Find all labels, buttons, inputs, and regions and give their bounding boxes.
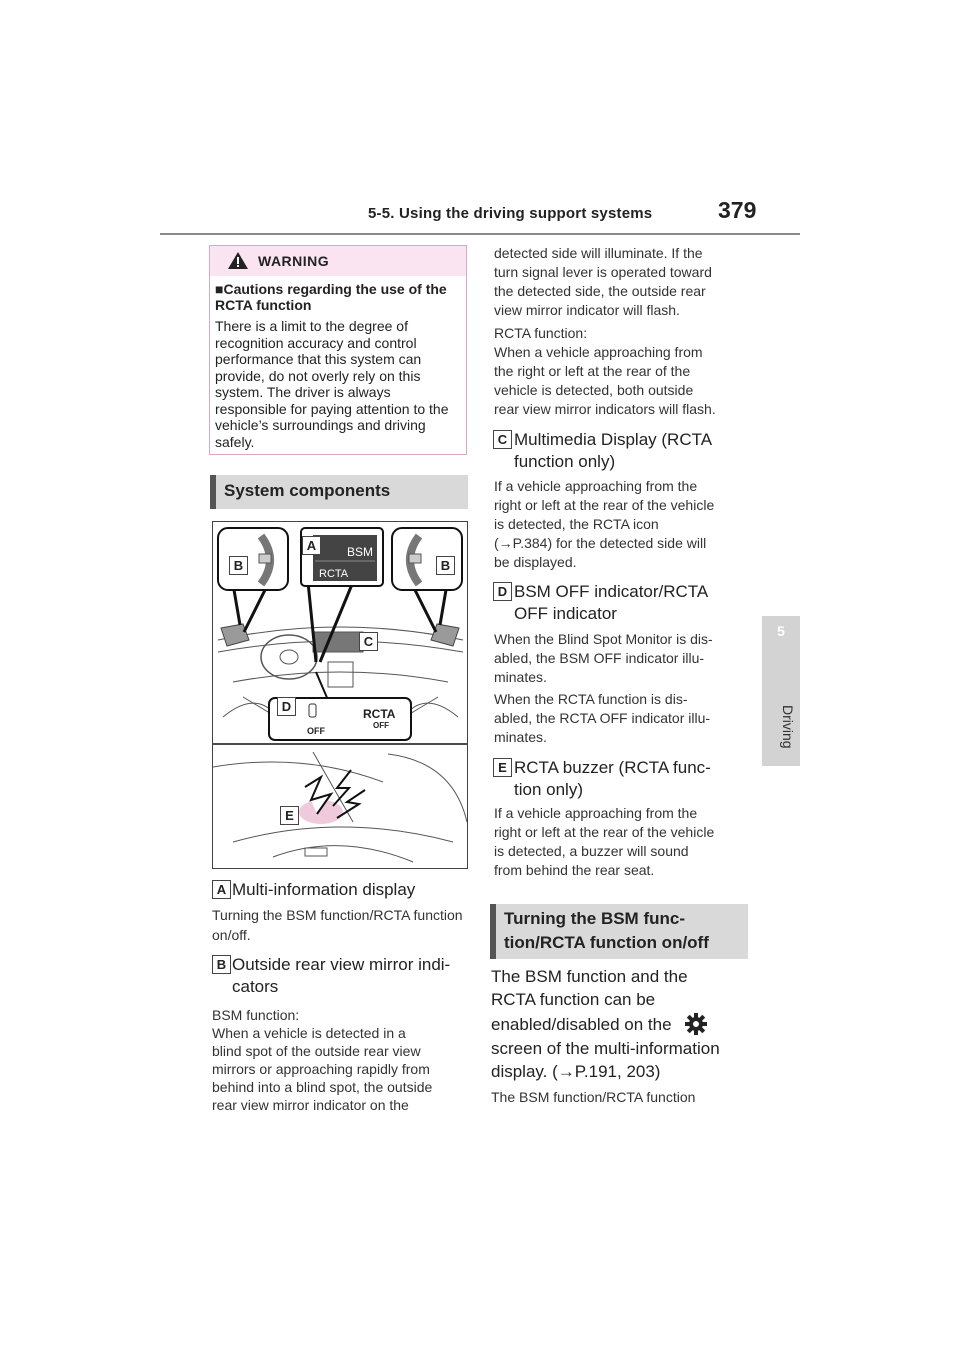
figure-label-e: E bbox=[280, 806, 299, 825]
bsm-display-text: BSM bbox=[347, 545, 374, 559]
turning-paragraph-line1: The BSM function and the bbox=[491, 967, 688, 986]
turning-paragraph-line5: display. (→P.191, 203) bbox=[491, 1062, 661, 1081]
figure-label-b-left: B bbox=[229, 556, 248, 575]
item-body-b-line6: rear view mirror indicator on the bbox=[212, 1097, 409, 1113]
item-body-e-line4: from behind the rear seat. bbox=[494, 862, 655, 878]
item-title-a: Multi-information display bbox=[232, 880, 416, 899]
item-badge-e: E bbox=[493, 758, 512, 777]
section-title-turning-line1: Turning the BSM func- bbox=[504, 909, 685, 928]
rcta-off-bottom-text: OFF bbox=[373, 721, 389, 730]
figure-label-d: D bbox=[277, 697, 296, 716]
item-b-cont-line6: When a vehicle approaching from bbox=[494, 344, 703, 360]
chapter-number: 5 bbox=[777, 623, 785, 639]
turning-paragraph-line2: RCTA function can be bbox=[491, 990, 656, 1009]
item-body-d-line5: abled, the RCTA OFF indicator illu- bbox=[494, 710, 711, 726]
header-divider bbox=[160, 233, 800, 235]
item-title-c-line1: Multimedia Display (RCTA bbox=[514, 430, 713, 449]
page-number: 379 bbox=[718, 197, 757, 223]
car-interior-illustration bbox=[213, 522, 467, 868]
warning-subheading: ■Cautions regarding the use of the RCTA function bbox=[215, 281, 447, 313]
rcta-off-top-text: RCTA bbox=[363, 707, 396, 721]
section-header-title: 5-5. Using the driving support systems bbox=[368, 205, 653, 222]
item-body-e-line2: right or left at the rear of the vehicle bbox=[494, 824, 715, 840]
turning-paragraph-line3: enabled/disabled on the bbox=[491, 1015, 672, 1034]
item-title-d-line1: BSM OFF indicator/RCTA bbox=[514, 582, 709, 601]
item-badge-d: D bbox=[493, 582, 512, 601]
turning-last-line: The BSM function/RCTA function bbox=[491, 1089, 696, 1105]
item-title-c-line2: function only) bbox=[514, 452, 616, 471]
item-body-b-line2: When a vehicle is detected in a bbox=[212, 1025, 406, 1041]
item-body-b-line5: behind into a blind spot, the outside bbox=[212, 1079, 433, 1095]
item-body-c-line3: is detected, the RCTA icon bbox=[494, 516, 659, 532]
item-body-e-line3: is detected, a buzzer will sound bbox=[494, 843, 689, 859]
section-title-turning-line2: tion/RCTA function on/off bbox=[504, 933, 709, 952]
item-body-c-line4: (→P.384) for the detected side will bbox=[494, 535, 707, 551]
warning-title: WARNING bbox=[258, 253, 330, 269]
item-title-b-line2: cators bbox=[232, 977, 279, 996]
item-b-cont-line9: rear view mirror indicators will flash. bbox=[494, 401, 716, 417]
item-body-a: Turning the BSM function/RCTA function on/off. bbox=[212, 907, 463, 943]
item-badge-b: B bbox=[212, 955, 231, 974]
item-b-cont-line3: the detected side, the outside rear bbox=[494, 283, 706, 299]
warning-body: There is a limit to the degree of recognition accuracy and control performance that this system can provide, do not overly rely on this system. The driver is always responsible for paying attention to the vehicle’s surroundings and driving safely. bbox=[215, 318, 449, 450]
item-title-e-line2: tion only) bbox=[514, 780, 583, 799]
item-title-e-line1: RCTA buzzer (RCTA func- bbox=[514, 758, 711, 777]
item-body-c-line5: be displayed. bbox=[494, 554, 577, 570]
item-b-cont-line7: the right or left at the rear of the bbox=[494, 363, 691, 379]
figure-label-c: C bbox=[359, 632, 378, 651]
item-body-d-line3: minates. bbox=[494, 669, 547, 685]
item-body-d-line4: When the RCTA function is dis- bbox=[494, 691, 688, 707]
item-b-cont-line1: detected side will illuminate. If the bbox=[494, 245, 703, 261]
rcta-display-text: RCTA bbox=[319, 568, 349, 580]
item-body-d-line6: minates. bbox=[494, 729, 547, 745]
item-b-cont-line5: RCTA function: bbox=[494, 325, 588, 341]
item-body-c-line1: If a vehicle approaching from the bbox=[494, 478, 698, 494]
chapter-label: Driving bbox=[780, 705, 796, 749]
item-title-d-line2: OFF indicator bbox=[514, 604, 617, 623]
figure-label-a: A bbox=[302, 536, 321, 555]
section-title-turning bbox=[504, 907, 744, 955]
item-badge-c: C bbox=[493, 430, 512, 449]
item-title-b-line1: Outside rear view mirror indi- bbox=[232, 955, 451, 974]
section-title-system-components: System components bbox=[224, 481, 391, 500]
item-body-b-line3: blind spot of the outside rear view bbox=[212, 1043, 421, 1059]
bsm-off-text: OFF bbox=[307, 726, 325, 736]
turning-paragraph-line4: screen of the multi-information bbox=[491, 1039, 720, 1058]
item-body-b-line1: BSM function: bbox=[212, 1007, 300, 1023]
item-badge-a: A bbox=[212, 880, 231, 899]
item-body-e-line1: If a vehicle approaching from the bbox=[494, 805, 698, 821]
item-b-cont-line4: view mirror indicator will flash. bbox=[494, 302, 680, 318]
item-body-d-line2: abled, the BSM OFF indicator illu- bbox=[494, 650, 705, 666]
item-body-d-line1: When the Blind Spot Monitor is dis- bbox=[494, 631, 713, 647]
figure-label-b-right: B bbox=[436, 556, 455, 575]
warning-triangle-icon bbox=[227, 251, 249, 270]
system-components-figure bbox=[212, 521, 468, 869]
item-body-b-line4: mirrors or approaching rapidly from bbox=[212, 1061, 430, 1077]
item-body-c-line2: right or left at the rear of the vehicle bbox=[494, 497, 715, 513]
gear-icon bbox=[684, 1012, 708, 1036]
item-b-cont-line8: vehicle is detected, both outside bbox=[494, 382, 694, 398]
item-b-cont-line2: turn signal lever is operated toward bbox=[494, 264, 712, 280]
